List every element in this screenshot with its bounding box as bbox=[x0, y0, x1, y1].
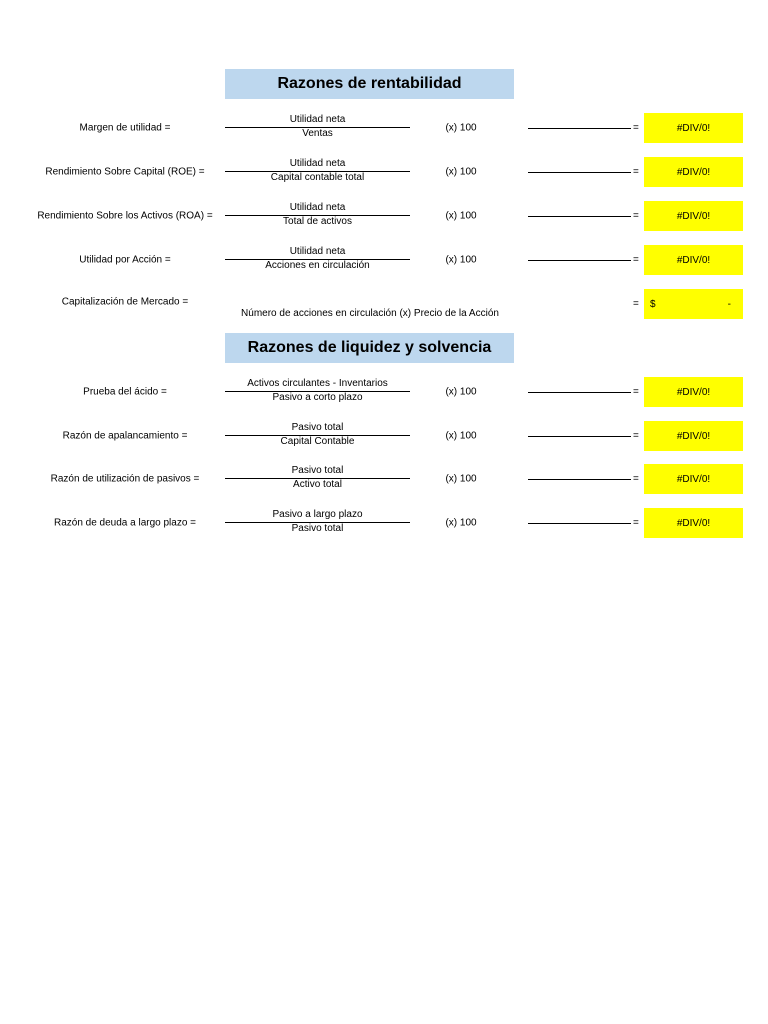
blank-line bbox=[528, 216, 631, 217]
result-cell[interactable]: #DIV/0! bbox=[644, 508, 743, 538]
equals-sign: = bbox=[633, 517, 639, 529]
multiplier: (x) 100 bbox=[445, 517, 477, 529]
numerator: Utilidad neta bbox=[289, 246, 346, 257]
denominator: Pasivo a corto plazo bbox=[272, 392, 363, 403]
multiplier: (x) 100 bbox=[445, 122, 477, 134]
blank-line bbox=[528, 479, 631, 480]
multiplier: (x) 100 bbox=[445, 254, 477, 266]
blank-line bbox=[528, 128, 631, 129]
section-title-rentabilidad: Razones de rentabilidad bbox=[225, 69, 514, 99]
result-cell[interactable]: #DIV/0! bbox=[644, 113, 743, 143]
ratio-fraction bbox=[225, 464, 410, 494]
numerator: Pasivo a largo plazo bbox=[272, 509, 363, 520]
ratio-row-utilizacion-pasivos bbox=[0, 464, 768, 494]
ratio-label: Razón de apalancamiento = bbox=[62, 430, 188, 442]
numerator: Pasivo total bbox=[291, 422, 344, 433]
ratio-row-apalancamiento bbox=[0, 421, 768, 451]
equals-sign: = bbox=[633, 210, 639, 222]
market-cap-formula: Número de acciones en circulación (x) Precio de la Acción bbox=[241, 308, 499, 319]
result-cell[interactable]: #DIV/0! bbox=[644, 245, 743, 275]
denominator: Acciones en circulación bbox=[265, 260, 370, 271]
result-cell[interactable]: #DIV/0! bbox=[644, 421, 743, 451]
ratio-row-prueba-acido bbox=[0, 377, 768, 407]
equals-sign: = bbox=[633, 254, 639, 266]
denominator: Activo total bbox=[293, 479, 342, 490]
blank-line bbox=[528, 436, 631, 437]
multiplier: (x) 100 bbox=[445, 473, 477, 485]
ratio-row-margen-utilidad bbox=[0, 113, 768, 143]
denominator: Pasivo total bbox=[291, 523, 344, 534]
numerator: Activos circulantes - Inventarios bbox=[247, 378, 388, 389]
blank-line bbox=[528, 172, 631, 173]
numerator: Utilidad neta bbox=[289, 114, 346, 125]
ratio-fraction bbox=[225, 508, 410, 538]
ratio-label: Razón de deuda a largo plazo = bbox=[53, 517, 197, 529]
blank-line bbox=[528, 392, 631, 393]
ratio-fraction bbox=[225, 157, 410, 187]
denominator: Capital Contable bbox=[280, 436, 355, 447]
equals-sign: = bbox=[633, 386, 639, 398]
equals-sign: = bbox=[633, 430, 639, 442]
currency-symbol: $ bbox=[650, 298, 656, 310]
ratio-fraction bbox=[225, 201, 410, 231]
ratio-label: Rendimiento Sobre Capital (ROE) = bbox=[45, 166, 205, 178]
numerator: Utilidad neta bbox=[289, 158, 346, 169]
ratio-label: Razón de utilización de pasivos = bbox=[50, 473, 200, 485]
blank-line bbox=[528, 260, 631, 261]
ratio-fraction bbox=[225, 377, 410, 407]
numerator: Utilidad neta bbox=[289, 202, 346, 213]
ratio-label: Margen de utilidad = bbox=[79, 122, 171, 134]
result-cell[interactable]: #DIV/0! bbox=[644, 377, 743, 407]
ratio-row-capitalizacion-mercado bbox=[0, 289, 768, 319]
result-cell-currency[interactable] bbox=[644, 289, 743, 319]
ratio-label: Utilidad por Acción = bbox=[79, 254, 171, 266]
multiplier: (x) 100 bbox=[445, 386, 477, 398]
multiplier: (x) 100 bbox=[445, 430, 477, 442]
denominator: Capital contable total bbox=[270, 172, 365, 183]
multiplier: (x) 100 bbox=[445, 210, 477, 222]
result-cell[interactable]: #DIV/0! bbox=[644, 157, 743, 187]
blank-line bbox=[528, 523, 631, 524]
ratio-fraction bbox=[225, 421, 410, 451]
equals-sign: = bbox=[633, 166, 639, 178]
ratio-label: Capitalización de Mercado = bbox=[61, 296, 189, 308]
ratio-fraction bbox=[225, 113, 410, 143]
ratio-label: Rendimiento Sobre los Activos (ROA) = bbox=[37, 210, 213, 222]
result-cell[interactable]: #DIV/0! bbox=[644, 201, 743, 231]
ratio-label: Prueba del ácido = bbox=[83, 386, 167, 398]
ratio-row-deuda-largo-plazo bbox=[0, 508, 768, 538]
equals-sign: = bbox=[633, 298, 639, 310]
equals-sign: = bbox=[633, 122, 639, 134]
ratio-fraction bbox=[225, 245, 410, 275]
denominator: Ventas bbox=[302, 128, 333, 139]
result-cell[interactable]: #DIV/0! bbox=[644, 464, 743, 494]
numerator: Pasivo total bbox=[291, 465, 344, 476]
denominator: Total de activos bbox=[283, 216, 352, 227]
ratio-row-roe bbox=[0, 157, 768, 187]
ratio-row-utilidad-por-accion bbox=[0, 245, 768, 275]
equals-sign: = bbox=[633, 473, 639, 485]
currency-value: - bbox=[727, 298, 731, 310]
section-title-liquidez: Razones de liquidez y solvencia bbox=[225, 333, 514, 363]
ratio-row-roa bbox=[0, 201, 768, 231]
multiplier: (x) 100 bbox=[445, 166, 477, 178]
